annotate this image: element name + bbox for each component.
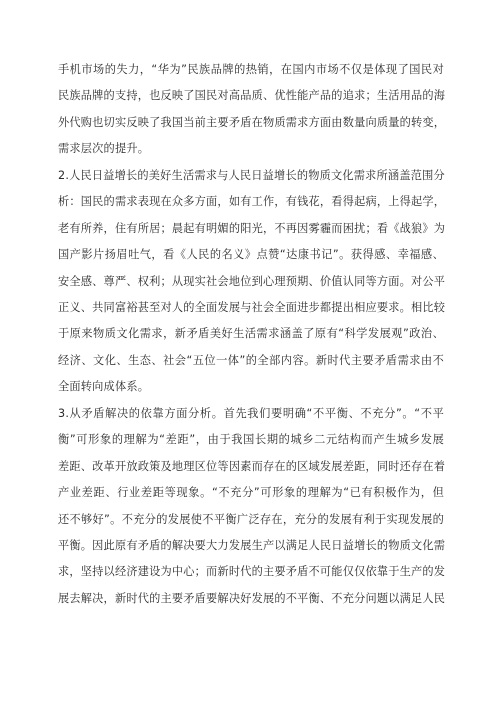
paragraph-3 — [58, 401, 444, 612]
text-line: 民族品牌的支持，也反映了国民对高品质、优性能产品的追求；生活用品的海 — [58, 89, 446, 103]
text-line: 2.人民日益增长的美好生活需求与人民日益增长的物质文化需求所涵盖范围分 — [58, 169, 445, 182]
text-line: 于原来物质文化需求，新矛盾美好生活需求涵盖了原有“科学发展观”政治、 — [58, 327, 444, 341]
text-line: 平衡。因此原有矛盾的解决要大力发展生产以满足人民日益增长的物质文化需 — [58, 538, 446, 552]
text-line: 外代购也切实反映了我国当前主要矛盾在物质需求方面由数量向质量的转变， — [58, 115, 446, 129]
text-line: 经济、文化、生态、社会“五位一体”的全部内容。新时代主要矛盾需求由不 — [58, 353, 444, 367]
text-line: 国产影片扬眉吐气，看《人民的名义》点赞“达康书记”。获得感、幸福感、 — [58, 248, 444, 262]
text-line: 需求层次的提升。 — [58, 142, 150, 156]
text-line: 展去解决，新时代的主要矛盾要解决好发展的不平衡、不充分问题以满足人民 — [58, 591, 446, 605]
text-line: 3.从矛盾解决的依靠方面分析。首先我们要明确“不平衡、不充分”。“不平 — [58, 407, 444, 420]
text-line: 析：国民的需求表现在众多方面，如有工作，有钱花，看得起病，上得起学， — [58, 195, 446, 209]
text-line: 产业差距、行业差距等现象。“不充分”可形象的理解为“已有积极作为，但 — [58, 486, 444, 500]
text-line: 衡”可形象的理解为“差距”，由于我国长期的城乡二元结构而产生城乡发展 — [58, 433, 444, 447]
text-line: 求，坚持以经济建设为中心；而新时代的主要矛盾不可能仅仅依靠于生产的发 — [58, 565, 446, 579]
text-line: 老有所养，住有所居；晨起有明媚的阳光，不再因雾霾而困扰；看《战狼》为 — [58, 221, 446, 235]
text-line: 还不够好”。不充分的发展使不平衡广泛存在，充分的发展有利于实现发展的 — [58, 512, 444, 526]
text-line: 手机市场的失力，“华为”民族品牌的热销，在国内市场不仅是体现了国民对 — [58, 63, 444, 76]
paragraph-2 — [58, 163, 444, 401]
text-line: 正义、共同富裕甚至对人的全面发展与社会全面进步都提出相应要求。相比较 — [58, 300, 446, 314]
text-line: 全面转向成体系。 — [58, 380, 150, 394]
text-line: 差距、改革开放政策及地理区位等因素而存在的区域发展差距，同时还存在着 — [58, 459, 446, 473]
paragraph-1 — [58, 57, 444, 163]
text-line: 安全感、尊严、权利；从现实社会地位到心理预期、价值认同等方面。对公平 — [58, 274, 446, 288]
